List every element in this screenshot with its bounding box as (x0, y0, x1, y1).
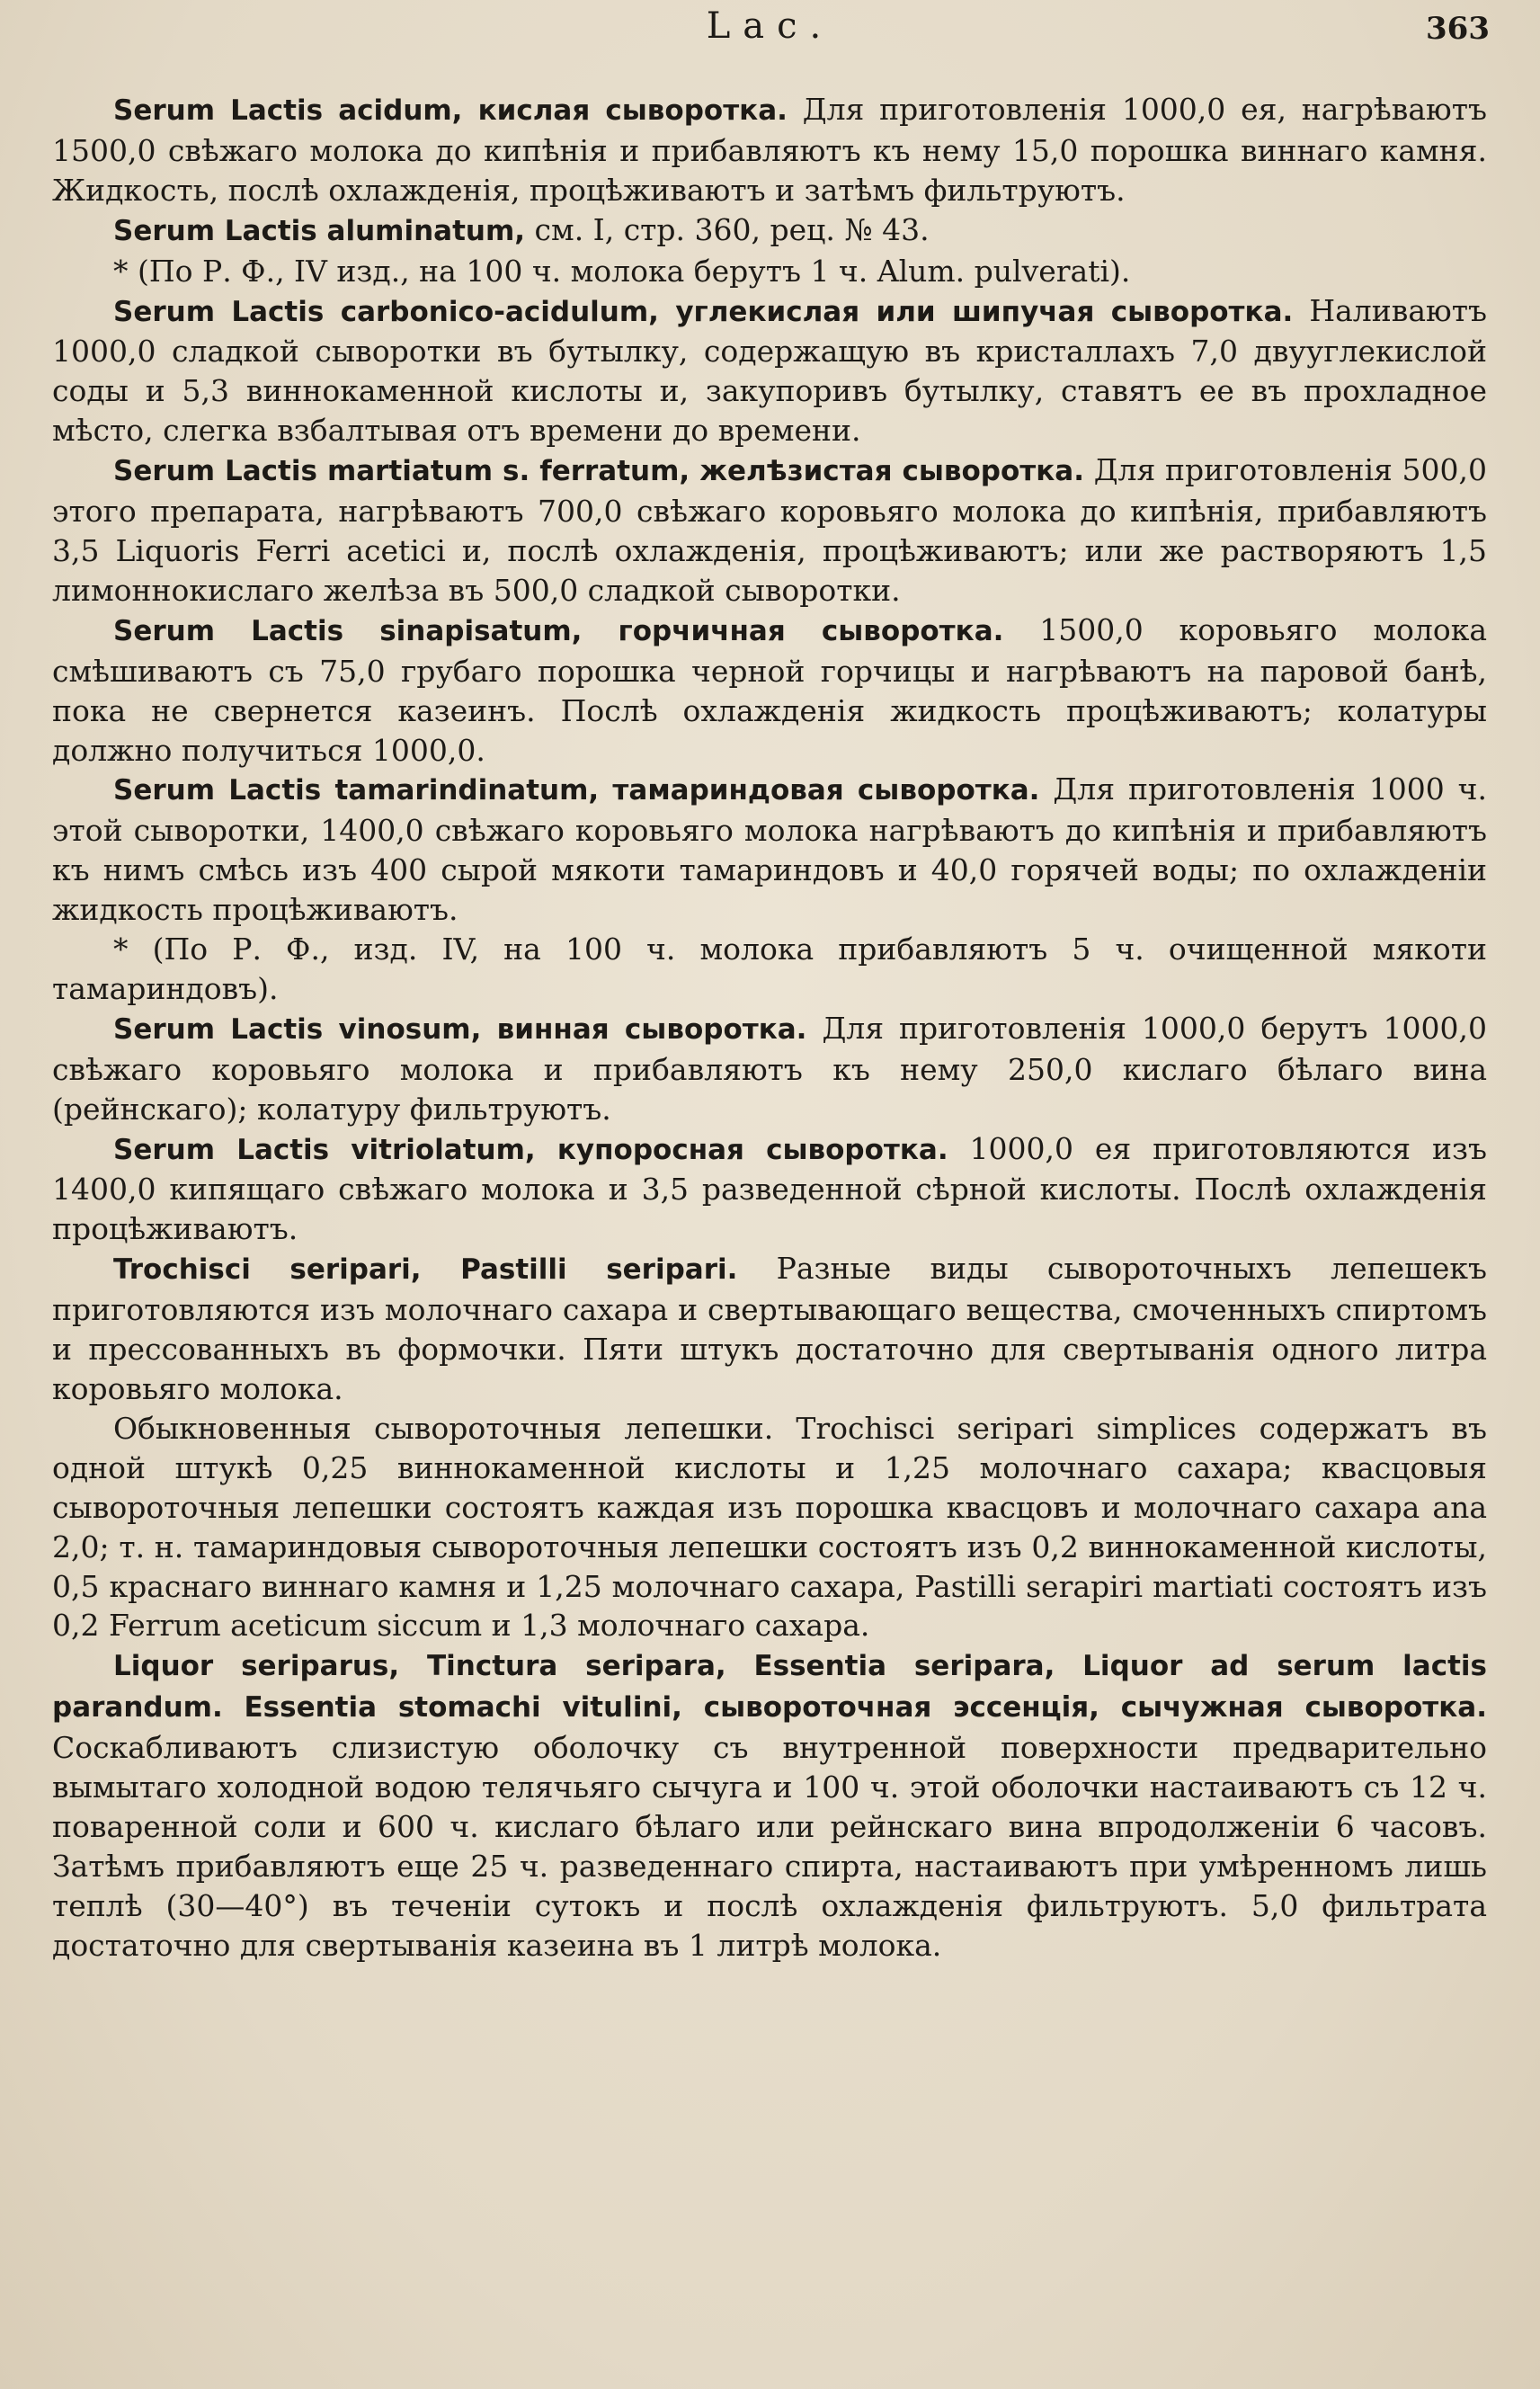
page-number: 363 (1426, 11, 1490, 47)
entry-serum-vinosum (52, 1009, 1487, 1129)
entry-title: Serum Lactis martiatum s. ferratum, желѣзистая сыворотка. (113, 455, 1084, 488)
entry-text: Для приготовленія 1000 ч. этой сыворотки, 1400,0 свѣжаго коровьяго молока нагрѣваютъ до кипѣнія и прибавляютъ къ нимъ смѣсь изъ 400 сырой мякоти тамариндовъ и 40,0 горячей воды; по охлажденіи жидкость процѣживаютъ. (52, 771, 1487, 928)
text-block (52, 90, 1487, 1966)
entry-text: Для приготовленія 1000,0 ея, нагрѣваютъ 1500,0 свѣжаго молока до кипѣнія и прибавляютъ къ нему 15,0 порошка виннаго камня. Жидкость, послѣ охлажденія, процѣживаютъ и затѣмъ фильтруютъ. (52, 92, 1487, 208)
entry-text: Наливаютъ 1000,0 сладкой сыворотки въ бутылку, содержащую въ кристаллахъ 7,0 двууглекислой соды и 5,3 виннокаменной кислоты и, закупоривъ бутылку, ставятъ ее въ прохладное мѣсто, слегка взбалтывая отъ времени до времени. (52, 292, 1487, 449)
entry-text: 1500,0 коровьяго молока смѣшиваютъ съ 75,0 грубаго порошка черной горчицы и нагрѣваютъ на паровой банѣ, пока не свернется казеинъ. Послѣ охлажденія жидкость процѣживаютъ; колатуры должно получиться 1000,0. (52, 611, 1487, 768)
running-head: Lac. (706, 5, 834, 47)
paragraph-lozenges: Обыкновенныя сывороточныя лепешки. Trochisci seripari simplices содержатъ въ одной штукѣ 0,25 виннокаменной кислоты и 1,25 молочнаго сахара; квасцовыя сывороточныя лепешки состоятъ каждая изъ порошка квасцовъ и молочнаго сахара ana 2,0; т. н. тамариндовыя сывороточныя лепешки состоятъ изъ 0,2 виннокаменной кислоты, 0,5 краснаго виннаго камня и 1,25 молочнаго сахара, Pastilli serapiri martiati состоятъ изъ 0,2 Ferrum aceticum siccum и 1,3 молочнаго сахара. (52, 1410, 1487, 1644)
entry-title: Serum Lactis acidum, кислая сыворотка. (113, 94, 788, 127)
entry-text: Для приготовленія 1000,0 берутъ 1000,0 свѣжаго коровьяго молока и прибавляютъ къ нему 250,0 кислаго бѣлаго вина (рейнскаго); колатуру фильтруютъ. (52, 1010, 1487, 1127)
entry-title: Serum Lactis tamarindinatum, тамариндовая сыворотка. (113, 774, 1040, 807)
entry-trochisci-seripari (52, 1249, 1487, 1409)
entry-text: Соскабливаютъ слизистую оболочку съ внутренной поверхности предварительно вымытаго холодной водою телячьяго сычуга и 100 ч. этой оболочки настаиваютъ съ 12 ч. поваренной соли и 600 ч. кислаго бѣлаго или рейнскаго вина впродолженіи 6 часовъ. Затѣмъ прибавляютъ еще 25 ч. разведеннаго спирта, настаиваютъ при умѣренномъ лишь теплѣ (30—40°) въ теченіи сутокъ и послѣ охлажденія фильтруютъ. 5,0 фильтрата достаточно для свертыванія казеина въ 1 литрѣ молока. (52, 1730, 1487, 1963)
entry-title: Serum Lactis vinosum, винная сыворотка. (113, 1012, 807, 1046)
entry-title: Serum Lactis aluminatum, (113, 214, 526, 247)
entry-serum-martiatum (52, 450, 1487, 611)
entry-title: Serum Lactis carbonico-acidulum, углекислая или шипучая сыворотка. (113, 295, 1294, 328)
entry-serum-aluminatum (52, 210, 1487, 252)
entry-title: Serum Lactis sinapisatum, горчичная сыворотка. (113, 614, 1004, 647)
entry-liquor-seriparus (52, 1645, 1487, 1965)
entry-text: 1000,0 ея приготовляются изъ 1400,0 кипящаго свѣжаго молока и 3,5 разведенной сѣрной кислоты. Послѣ охлажденія процѣживаютъ. (52, 1130, 1487, 1247)
note-pf-alum: * (По Р. Ф., IV изд., на 100 ч. молока берутъ 1 ч. Alum. pulverati). (113, 253, 1131, 289)
entry-serum-tamarindinatum (52, 770, 1487, 930)
entry-serum-carbonico (52, 291, 1487, 451)
entry-title: Serum Lactis vitriolatum, купоросная сыворотка. (113, 1133, 948, 1166)
entry-serum-acidum (52, 90, 1487, 210)
entry-serum-vitriolatum (52, 1129, 1487, 1250)
entry-title: Trochisci seripari, Pastilli seripari. (113, 1253, 738, 1287)
note-pf-tamarind: * (По Р. Ф., изд. IV, на 100 ч. молока прибавляютъ 5 ч. очищенной мякоти тамариндовъ). (52, 932, 1487, 1006)
entry-title: Liquor seriparus, Tinctura seripara, Essentia seripara, Liquor ad serum lactis parandum. Essentia stomachi vitulini, сывороточная эссенція, сычужная сыворотка. (52, 1650, 1487, 1725)
entry-text: см. I, стр. 360, рец. № 43. (534, 211, 930, 247)
entry-serum-sinapisatum (52, 611, 1487, 771)
entry-text: Разные виды сывороточныхъ лепешекъ приготовляются изъ молочнаго сахара и свертывающаго вещества, смоченныхъ спиртомъ и прессованныхъ въ формочки. Пяти штукъ достаточно для свертыванія одного литра коровьяго молока. (52, 1251, 1487, 1406)
entry-text: Для приготовленія 500,0 этого препарата, нагрѣваютъ 700,0 свѣжаго коровьяго молока до кипѣнія, прибавляютъ 3,5 Liquoris Ferri acetici и, послѣ охлажденія, процѣживаютъ; или же растворяютъ 1,5 лимоннокислаго желѣза въ 500,0 сладкой сыворотки. (52, 452, 1488, 608)
